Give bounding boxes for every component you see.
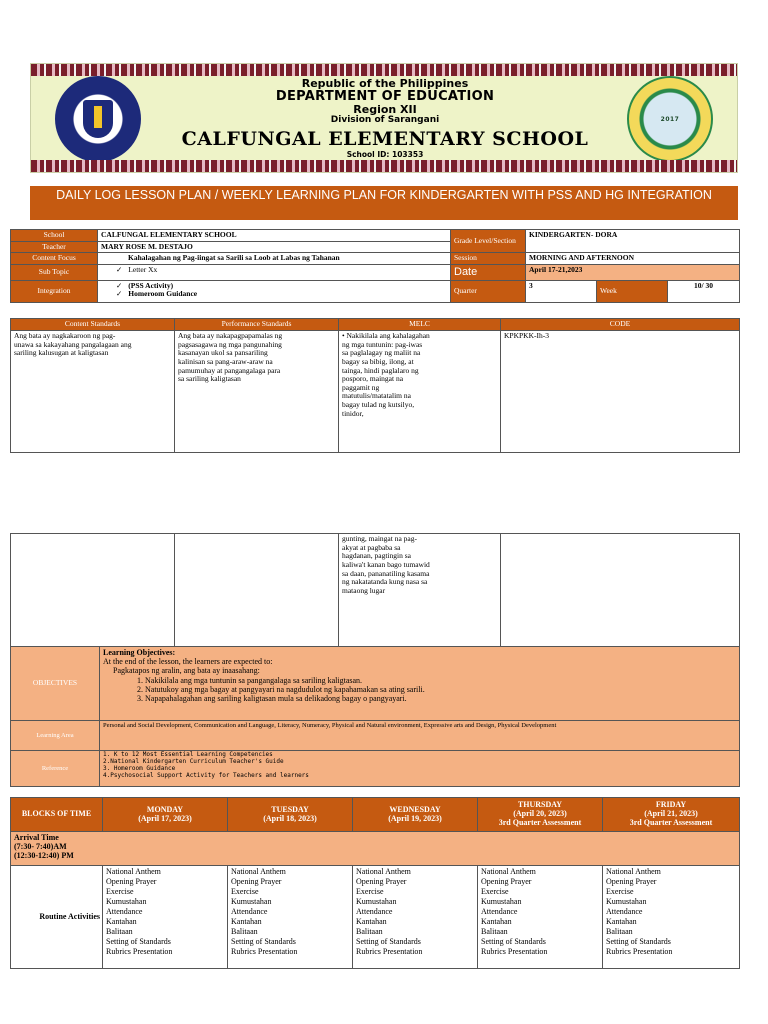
routine-item: Exercise: [606, 887, 634, 896]
school-header-banner: [30, 63, 738, 173]
routine-item: Setting of Standards: [106, 937, 171, 946]
division-text: Division of Sarangani: [330, 114, 440, 125]
day-date: (April 21, 2023): [644, 809, 698, 819]
routine-item: Kumustahan: [606, 897, 647, 906]
routine-item: Rubrics Presentation: [231, 947, 298, 956]
arrival-pm: (12:30-12:40) PM: [14, 851, 74, 861]
routine-item: Attendance: [356, 907, 393, 916]
teacher-label: Teacher: [11, 241, 98, 253]
date-label: Date: [451, 264, 526, 280]
content-focus-label: Content Focus: [11, 253, 98, 265]
routine-item: Kumustahan: [481, 897, 522, 906]
routine-list-thursday: [478, 866, 603, 969]
sub-topic-label: Sub Topic: [11, 264, 98, 280]
date-value: April 17-21,2023: [526, 264, 740, 280]
routine-item: Setting of Standards: [231, 937, 296, 946]
routine-item: Attendance: [106, 907, 143, 916]
code-text: KPKPKK-Ih-3: [501, 331, 740, 453]
day-header-thursday: [478, 798, 603, 832]
standards-continued-table: [10, 533, 740, 787]
arrival-time-row: [11, 832, 740, 866]
teacher-value: MARY ROSE M. DESTAJO: [98, 241, 451, 253]
week-value: 10/ 30: [668, 280, 740, 302]
routine-item: Exercise: [231, 887, 259, 896]
routine-item: Balitaan: [356, 927, 383, 936]
routine-item: Attendance: [231, 907, 268, 916]
arrival-am: (7:30- 7:40)AM: [14, 842, 67, 852]
sub-topic-value: ✓ Letter Xx: [116, 266, 447, 275]
day-date: (April 17, 2023): [138, 813, 192, 823]
routine-list-friday: [603, 866, 740, 969]
arrival-title: Arrival Time: [14, 833, 59, 842]
day-date: (April 20, 2023): [513, 809, 567, 819]
melc-text: • Nakikilala ang kahalagahan ng mga tuntunin: pag-iwas sa paglalagay ng maliit na bagay sa bibig, ilong, at tainga, hindi paglalaro ng posporo, maingat na paggamit ng matutulis/matatalim na bagay tulad ng kutsilyo, tinidor,: [339, 331, 501, 453]
routine-item: Balitaan: [481, 927, 508, 936]
content-focus-value: Kahalagahan ng Pag-iingat sa Sarili sa Loob at Labas ng Tahanan: [98, 253, 451, 265]
objective-item: 1. Nakikilala ang mga tuntunin sa pangangalaga sa sariling kaligtasan.: [145, 676, 736, 685]
routine-item: Kantahan: [606, 917, 637, 926]
routine-item: Rubrics Presentation: [106, 947, 173, 956]
routine-item: Balitaan: [606, 927, 633, 936]
objectives-cell: [100, 647, 740, 721]
integration-hg: ✓ Homeroom Guidance: [116, 290, 447, 299]
reference-item: 3. Homeroom Guidance: [103, 764, 176, 772]
school-value: CALFUNGAL ELEMENTARY SCHOOL: [98, 230, 451, 242]
day-name: THURSDAY: [517, 800, 563, 810]
reference-item: 4.Psychosocial Support Activity for Teachers and learners: [103, 771, 309, 779]
routine-item: Exercise: [106, 887, 134, 896]
quarter-value: 3: [526, 280, 597, 302]
school-seal-year: 2017: [660, 116, 680, 123]
school-label: School: [11, 230, 98, 242]
day-name: FRIDAY: [655, 800, 687, 810]
routine-item: National Anthem: [356, 867, 411, 876]
routine-item: Opening Prayer: [231, 877, 282, 886]
routine-item: Kantahan: [231, 917, 262, 926]
routine-item: Kantahan: [356, 917, 387, 926]
routine-item: Rubrics Presentation: [356, 947, 423, 956]
session-value: MORNING AND AFTERNOON: [526, 253, 740, 265]
routine-item: Exercise: [481, 887, 509, 896]
deped-seal-logo: [55, 76, 141, 162]
routine-item: Opening Prayer: [481, 877, 532, 886]
routine-list-monday: [103, 866, 228, 969]
day-note: 3rd Quarter Assessment: [629, 817, 713, 827]
school-id: School ID: 103353: [346, 150, 424, 160]
routine-item: Balitaan: [231, 927, 258, 936]
routine-item: Opening Prayer: [356, 877, 407, 886]
day-name: TUESDAY: [271, 804, 309, 814]
republic-text: Republic of the Philippines: [301, 77, 469, 90]
routine-item: Exercise: [356, 887, 384, 896]
routine-item: Kantahan: [106, 917, 137, 926]
school-name: CALFUNGAL ELEMENTARY SCHOOL: [181, 127, 589, 150]
week-label: Week: [597, 280, 668, 302]
day-header-wednesday: [353, 798, 478, 832]
melc-header: MELC: [339, 319, 501, 331]
day-name: MONDAY: [146, 804, 184, 814]
objective-item: 3. Napapahalagahan ang sariling kaligtasan mula sa delikadong bagay o pangyayari.: [145, 694, 736, 703]
objectives-list: [145, 676, 736, 704]
day-header-friday: [603, 798, 740, 832]
info-table: [10, 229, 740, 303]
melc-text-cont: gunting, maingat na pag-akyat at pagbaba sa hagdanan, pagtingin sa kaliwa't kanan bago tumawid sa daan, pananatiling kasama ng nakatatanda kung nasa sa mataong lugar: [339, 534, 501, 647]
objectives-intro: At the end of the lesson, the learners are expected to:: [103, 657, 273, 667]
header-text: [151, 78, 619, 159]
content-standards-cont: [11, 534, 175, 647]
routine-item: Attendance: [481, 907, 518, 916]
routine-item: Opening Prayer: [106, 877, 157, 886]
code-header: CODE: [501, 319, 740, 331]
banner-top-border: [31, 64, 737, 76]
routine-item: Rubrics Presentation: [606, 947, 673, 956]
day-header-tuesday: [228, 798, 353, 832]
school-seal-logo: [627, 76, 713, 162]
performance-standards-header: Performance Standards: [175, 319, 339, 331]
routine-item: Rubrics Presentation: [481, 947, 548, 956]
performance-standards-text: Ang bata ay nakapagpapamalas ng pagsasagawa ng mga pangunahing kasanayan ukol sa pansariling kalinisan sa pang-araw-araw na pamumuhay at pangangalaga para sa sariling kaligtasan: [175, 331, 339, 453]
routine-item: Setting of Standards: [356, 937, 421, 946]
region-text: Region XII: [353, 102, 417, 116]
performance-standards-cont: [175, 534, 339, 647]
banner-bottom-border: [31, 160, 737, 172]
reference-item: 2.National Kindergarten Curriculum Teacher's Guide: [103, 757, 284, 765]
blocks-of-time-table: [10, 797, 740, 969]
code-cont: [501, 534, 740, 647]
content-standards-text: Ang bata ay nagkakaroon ng pag-unawa sa kakayahang pangalagaan ang sariling kalusugan at kaligtasan: [11, 331, 175, 453]
objectives-label: OBJECTIVES: [11, 647, 100, 721]
day-header-monday: [103, 798, 228, 832]
day-date: (April 18, 2023): [263, 813, 317, 823]
lesson-plan-title: DAILY LOG LESSON PLAN / WEEKLY LEARNING PLAN FOR KINDERGARTEN WITH PSS AND HG INTEGRATION: [30, 186, 738, 220]
routine-item: National Anthem: [481, 867, 536, 876]
routine-item: National Anthem: [106, 867, 161, 876]
quarter-label: Quarter: [451, 280, 526, 302]
routine-item: Kumustahan: [106, 897, 147, 906]
routine-item: Kantahan: [481, 917, 512, 926]
department-text: DEPARTMENT OF EDUCATION: [275, 88, 495, 104]
standards-table: [10, 318, 740, 453]
grade-value: KINDERGARTEN- DORA: [526, 230, 740, 253]
integration-label: Integration: [11, 280, 98, 302]
routine-list-tuesday: [228, 866, 353, 969]
learning-area-label: Learning Area: [11, 721, 100, 751]
routine-item: Kumustahan: [231, 897, 272, 906]
objectives-heading: Learning Objectives:: [103, 648, 176, 657]
reference-item: 1. K to 12 Most Essential Learning Competencies: [103, 751, 273, 758]
integration-pss: ✓ (PSS Activity): [116, 282, 447, 291]
day-note: 3rd Quarter Assessment: [498, 817, 582, 827]
routine-item: Setting of Standards: [606, 937, 671, 946]
content-standards-header: Content Standards: [11, 319, 175, 331]
day-name: WEDNESDAY: [389, 804, 441, 814]
routine-list-wednesday: [353, 866, 478, 969]
routine-item: National Anthem: [231, 867, 286, 876]
routine-item: Attendance: [606, 907, 643, 916]
reference-list: [100, 751, 740, 787]
day-date: (April 19, 2023): [388, 813, 442, 823]
grade-label: Grade Level/Section: [451, 230, 526, 253]
reference-label: Reference: [11, 751, 100, 787]
objective-item: 2. Natutukoy ang mga bagay at pangyayari na nagdudulot ng kapahamakan sa ating sarili.: [145, 685, 736, 694]
routine-item: Kumustahan: [356, 897, 397, 906]
objectives-sub-intro: Pagkatapos ng aralin, ang bata ay inaasahang:: [113, 666, 260, 676]
routine-item: Setting of Standards: [481, 937, 546, 946]
seal-torch: [94, 106, 102, 128]
routine-item: Opening Prayer: [606, 877, 657, 886]
session-label: Session: [451, 253, 526, 265]
integration-cell: [98, 280, 451, 302]
routine-activities-label: Routine Activities: [11, 866, 103, 969]
blocks-of-time-header: BLOCKS OF TIME: [11, 798, 103, 832]
routine-item: Balitaan: [106, 927, 133, 936]
routine-item: National Anthem: [606, 867, 661, 876]
sub-topic-cell: [98, 264, 451, 280]
learning-area-value: Personal and Social Development, Communication and Language, Literacy, Numeracy, Physical and Natural environment, Expressive arts and Design, Physical Development: [100, 721, 740, 751]
